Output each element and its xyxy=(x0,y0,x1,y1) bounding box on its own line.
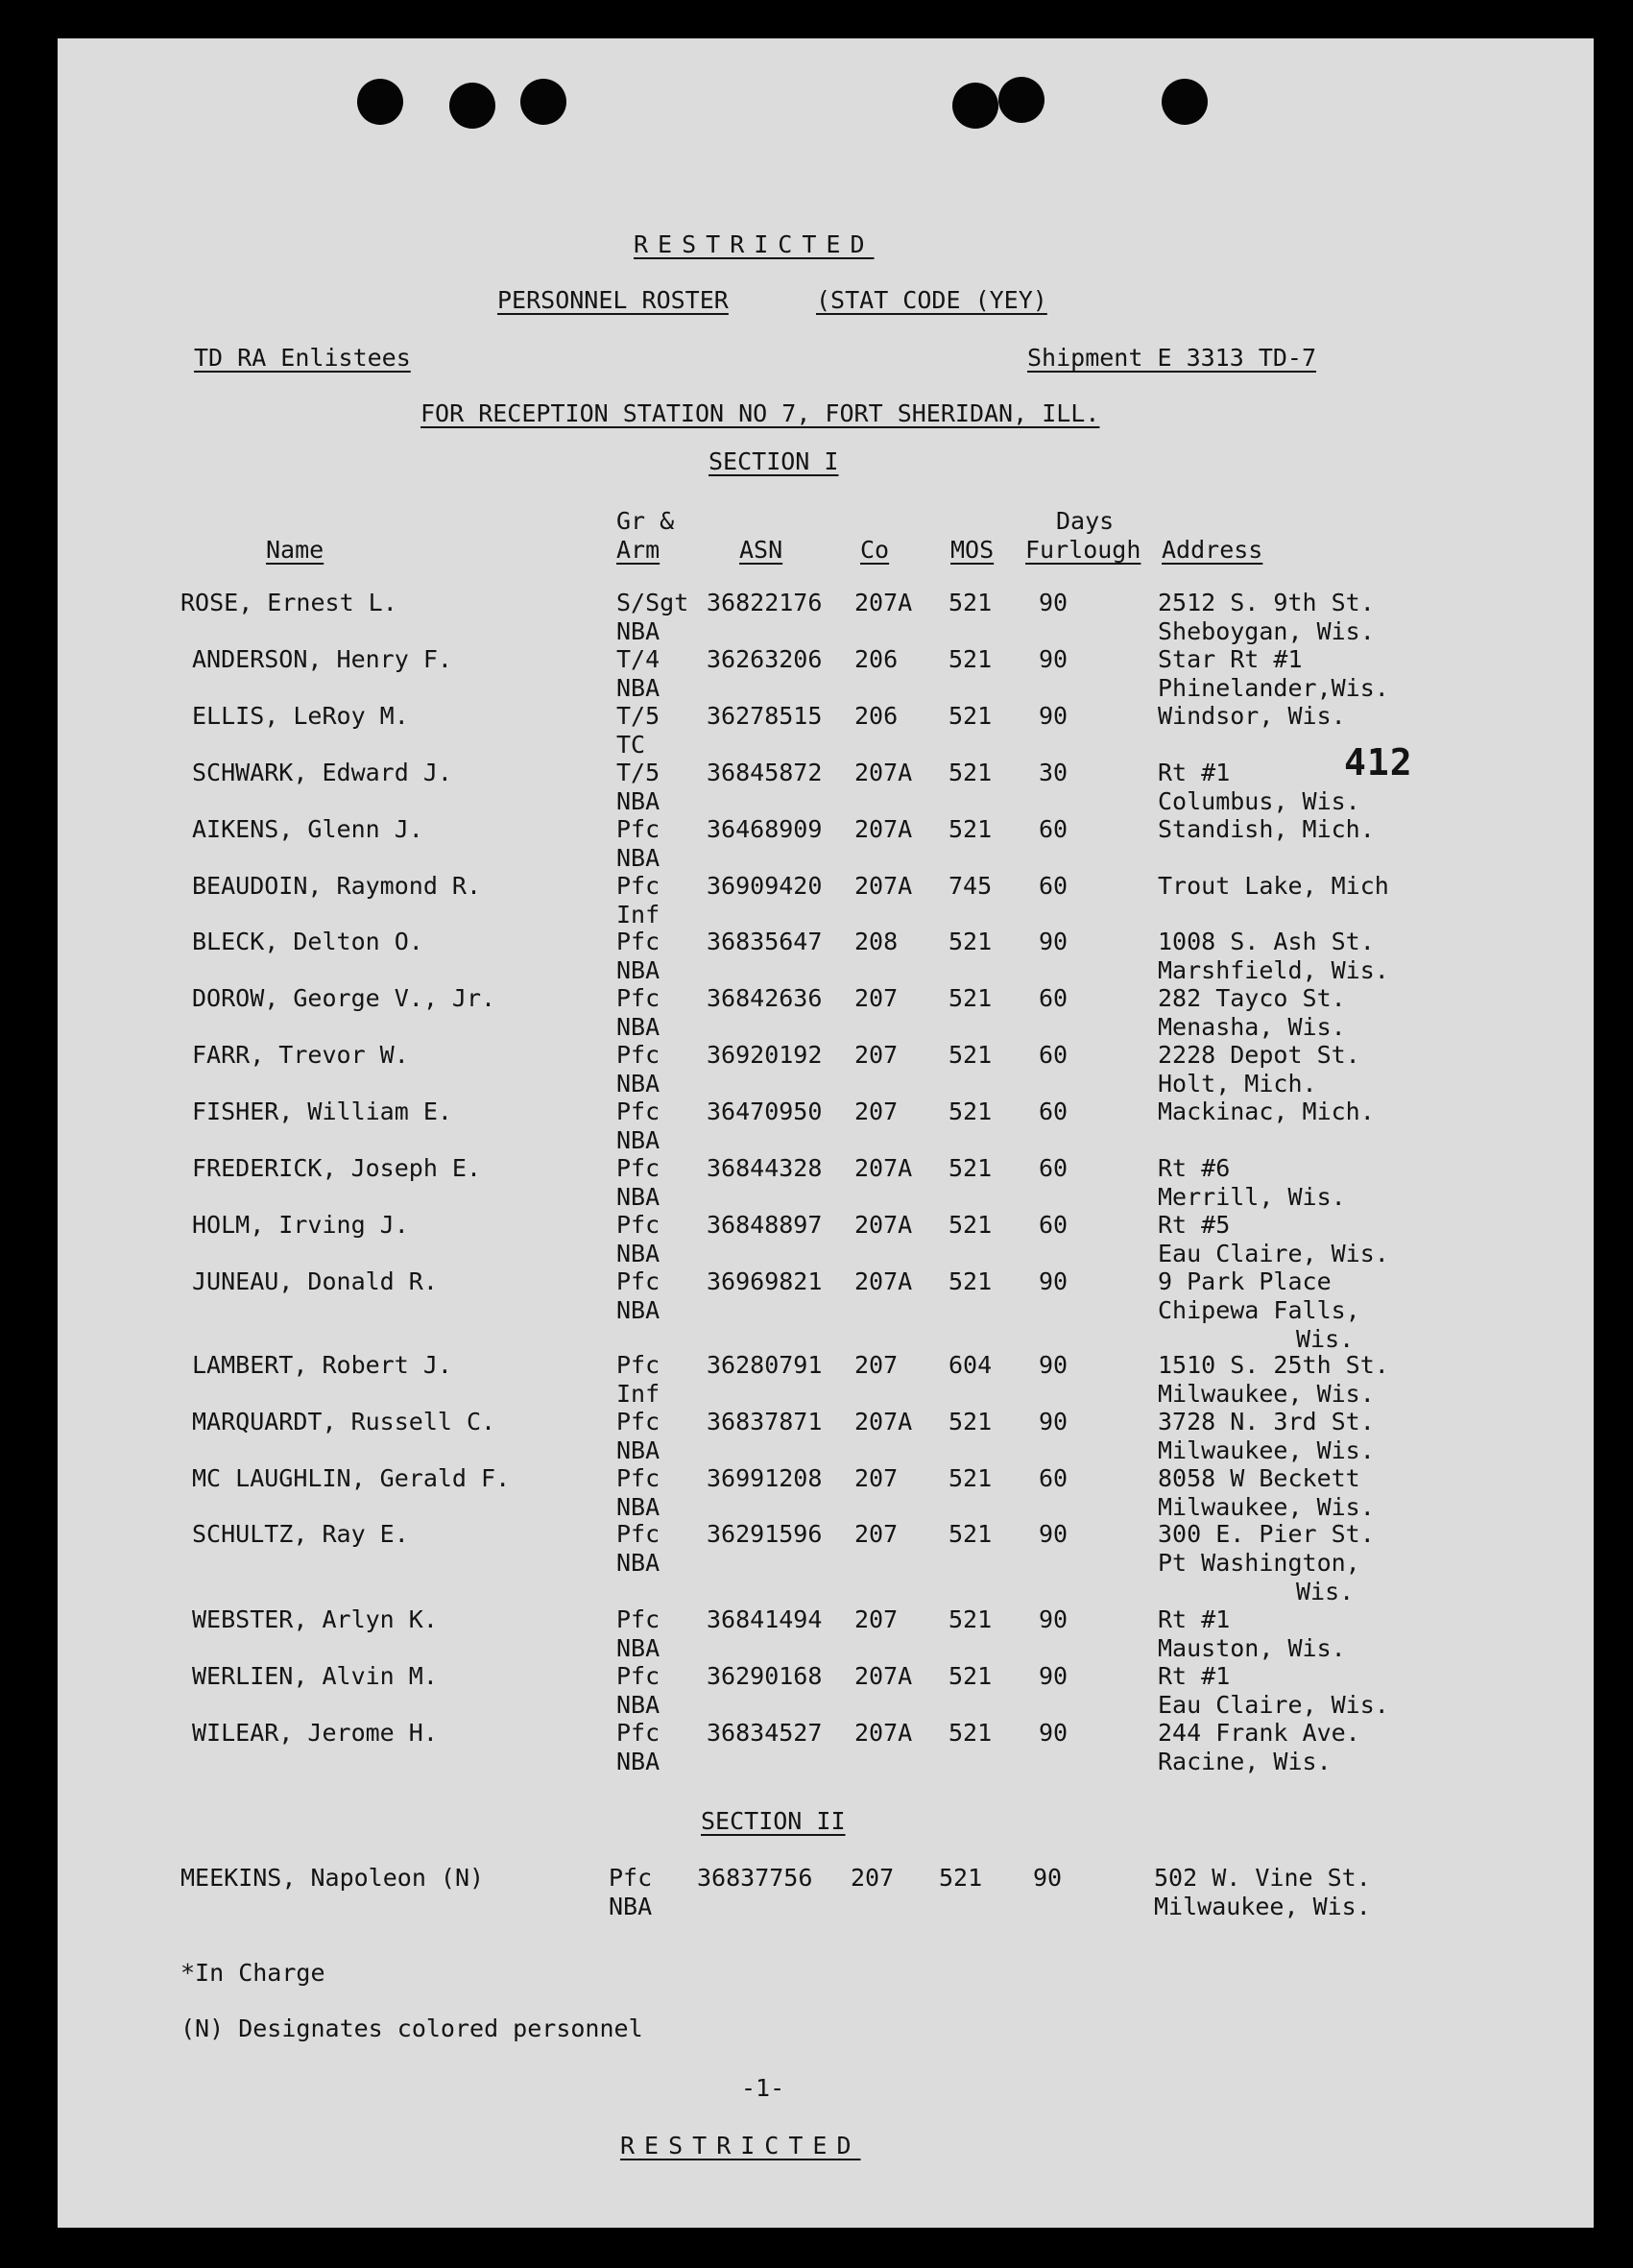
row-arm: NBA xyxy=(616,617,660,645)
row-arm: Inf xyxy=(616,1379,660,1408)
row-asn: 36291596 xyxy=(707,1520,823,1549)
table-row xyxy=(58,1607,1594,1663)
table-row xyxy=(58,986,1594,1042)
row-days: 90 xyxy=(1039,589,1069,616)
row-arm: NBA xyxy=(616,1239,660,1267)
row-asn: 36842636 xyxy=(707,984,823,1013)
row-grade: Pfc xyxy=(616,1154,660,1182)
row-days: 90 xyxy=(1039,1267,1069,1295)
row-arm: NBA xyxy=(616,1295,660,1324)
table-row xyxy=(58,1210,1594,1268)
row-mos: 521 xyxy=(949,758,993,786)
col-days-line2: Furlough xyxy=(1025,536,1141,564)
row-name: MC LAUGHLIN, Gerald F. xyxy=(192,1463,511,1492)
row-arm: NBA xyxy=(616,1126,660,1155)
row-co: 207A xyxy=(854,1662,913,1691)
row-co: 207A xyxy=(854,1210,913,1239)
row-mos: 521 xyxy=(949,1098,993,1126)
restricted-footer: RESTRICTED xyxy=(620,2132,861,2159)
table-row xyxy=(58,591,1594,646)
row-co: 207 xyxy=(854,1098,899,1126)
row-address-2: Merrill, Wis. xyxy=(1158,1183,1346,1211)
colored-note: (N) Designates colored personnel xyxy=(180,2015,643,2042)
row-co: 208 xyxy=(854,928,899,956)
reception-station: FOR RECEPTION STATION NO 7, FORT SHERIDAN, ILL. xyxy=(420,399,1100,427)
row-arm: NBA xyxy=(609,1893,653,1920)
row-arm: NBA xyxy=(616,786,660,815)
row-address-2: Pt Washington, xyxy=(1158,1549,1360,1578)
row-asn: 36841494 xyxy=(707,1605,823,1634)
row-mos: 521 xyxy=(949,1154,993,1182)
stat-code: (STAT CODE (YEY) xyxy=(816,286,1047,314)
col-gr-arm-line2: Arm xyxy=(616,536,660,564)
row-grade: Pfc xyxy=(616,984,660,1013)
row-name: BLECK, Delton O. xyxy=(192,928,423,956)
row-days: 90 xyxy=(1039,1520,1069,1549)
row-mos: 521 xyxy=(949,928,993,956)
row-co: 207 xyxy=(854,1520,899,1549)
row-asn: 36969821 xyxy=(707,1267,823,1295)
row-arm: NBA xyxy=(616,1748,660,1776)
row-grade: T/5 xyxy=(616,758,660,786)
table-row xyxy=(58,1664,1594,1720)
row-name: LAMBERT, Robert J. xyxy=(192,1350,452,1379)
row-asn: 36837756 xyxy=(697,1864,813,1892)
row-grade: Pfc xyxy=(616,1041,660,1070)
row-mos: 521 xyxy=(949,589,993,616)
table-row xyxy=(58,1520,1594,1606)
row-address-2: Milwaukee, Wis. xyxy=(1154,1893,1371,1920)
row-days: 90 xyxy=(1033,1864,1063,1892)
row-mos: 521 xyxy=(949,1210,993,1239)
row-name: MEEKINS, Napoleon (N) xyxy=(180,1864,485,1892)
row-address-1: 8058 W Beckett xyxy=(1158,1463,1360,1492)
shipment-number: Shipment E 3313 TD-7 xyxy=(1027,344,1317,372)
row-grade: Pfc xyxy=(616,1407,660,1436)
row-mos: 521 xyxy=(949,1719,993,1748)
row-co: 207 xyxy=(854,984,899,1013)
col-gr-arm-line1: Gr & xyxy=(616,507,675,535)
table-row xyxy=(58,814,1594,873)
row-name: ELLIS, LeRoy M. xyxy=(192,701,409,730)
row-mos: 745 xyxy=(949,871,993,900)
table-row xyxy=(58,1156,1594,1212)
row-arm: NBA xyxy=(616,673,660,702)
row-mos: 521 xyxy=(949,1463,993,1492)
row-name: FREDERICK, Joseph E. xyxy=(192,1154,482,1182)
row-address-1: Standish, Mich. xyxy=(1158,814,1375,843)
table-row xyxy=(58,1866,1594,1921)
table-row xyxy=(58,1721,1594,1776)
row-name: ANDERSON, Henry F. xyxy=(192,644,452,673)
row-co: 207A xyxy=(854,1719,913,1748)
row-days: 90 xyxy=(1039,1350,1069,1379)
row-asn: 36468909 xyxy=(707,814,823,843)
col-days-line1: Days xyxy=(1056,507,1115,535)
row-days: 90 xyxy=(1039,701,1069,730)
row-co: 206 xyxy=(854,701,899,730)
row-grade: T/5 xyxy=(616,701,660,730)
row-asn: 36920192 xyxy=(707,1041,823,1070)
table-row xyxy=(58,1267,1594,1353)
row-asn: 36263206 xyxy=(707,644,823,673)
row-grade: Pfc xyxy=(616,1210,660,1239)
row-grade: S/Sgt xyxy=(616,589,689,616)
row-days: 60 xyxy=(1039,814,1069,843)
punch-hole xyxy=(998,77,1045,123)
row-address-1: Trout Lake, Mich xyxy=(1158,871,1389,900)
row-grade: Pfc xyxy=(616,1463,660,1492)
row-arm: NBA xyxy=(616,1492,660,1521)
row-name: WEBSTER, Arlyn K. xyxy=(192,1605,438,1634)
row-asn: 36835647 xyxy=(707,928,823,956)
row-address-3: Wis. xyxy=(1296,1578,1355,1606)
row-arm: NBA xyxy=(616,1549,660,1578)
row-name: JUNEAU, Donald R. xyxy=(192,1267,438,1295)
row-co: 207A xyxy=(854,1154,913,1182)
table-row xyxy=(58,1043,1594,1098)
row-grade: Pfc xyxy=(609,1864,653,1892)
col-mos: MOS xyxy=(950,536,995,564)
row-asn: 36470950 xyxy=(707,1098,823,1126)
row-days: 60 xyxy=(1039,984,1069,1013)
row-name: MARQUARDT, Russell C. xyxy=(192,1407,496,1436)
table-row xyxy=(58,644,1594,703)
row-name: FARR, Trevor W. xyxy=(192,1041,409,1070)
row-address-1: 2228 Depot St. xyxy=(1158,1041,1360,1070)
row-grade: Pfc xyxy=(616,814,660,843)
row-grade: T/4 xyxy=(616,644,660,673)
row-asn: 36834527 xyxy=(707,1719,823,1748)
row-grade: Pfc xyxy=(616,1098,660,1126)
row-asn: 36278515 xyxy=(707,701,823,730)
page-number: -1- xyxy=(741,2074,785,2102)
row-grade: Pfc xyxy=(616,928,660,956)
row-address-2: Holt, Mich. xyxy=(1158,1070,1317,1098)
row-address-2: Columbus, Wis. xyxy=(1158,786,1360,815)
table-row xyxy=(58,871,1594,929)
row-address-1: Rt #5 xyxy=(1158,1210,1231,1239)
col-asn: ASN xyxy=(739,536,783,564)
row-mos: 521 xyxy=(949,814,993,843)
row-arm: NBA xyxy=(616,956,660,985)
row-days: 30 xyxy=(1039,758,1069,786)
row-asn: 36991208 xyxy=(707,1463,823,1492)
row-co: 207A xyxy=(854,871,913,900)
row-name: FISHER, William E. xyxy=(192,1098,452,1126)
stamped-number: 412 xyxy=(1344,741,1413,784)
punch-hole xyxy=(357,79,403,125)
row-address-2: Marshfield, Wis. xyxy=(1158,956,1389,985)
row-asn: 36290168 xyxy=(707,1662,823,1691)
row-mos: 521 xyxy=(949,1520,993,1549)
restricted-header: RESTRICTED xyxy=(634,230,875,258)
row-asn: 36848897 xyxy=(707,1210,823,1239)
col-address: Address xyxy=(1162,536,1263,564)
row-days: 90 xyxy=(1039,1662,1069,1691)
row-grade: Pfc xyxy=(616,1719,660,1748)
row-co: 207 xyxy=(854,1463,899,1492)
row-grade: Pfc xyxy=(616,1350,660,1379)
row-address-1: Rt #6 xyxy=(1158,1154,1231,1182)
row-address-2: Eau Claire, Wis. xyxy=(1158,1239,1389,1267)
row-arm: TC xyxy=(616,730,646,759)
row-mos: 521 xyxy=(939,1864,983,1892)
row-address-2: Chipewa Falls, xyxy=(1158,1295,1360,1324)
row-address-1: Windsor, Wis. xyxy=(1158,701,1346,730)
row-asn: 36280791 xyxy=(707,1350,823,1379)
punch-hole xyxy=(952,83,998,129)
row-days: 60 xyxy=(1039,1463,1069,1492)
table-row xyxy=(58,1099,1594,1155)
row-address-2: Milwaukee, Wis. xyxy=(1158,1436,1375,1464)
row-asn: 36822176 xyxy=(707,589,823,616)
row-address-1: Rt #1 xyxy=(1158,758,1231,786)
row-mos: 521 xyxy=(949,644,993,673)
row-address-1: 2512 S. 9th St. xyxy=(1158,589,1375,616)
row-days: 60 xyxy=(1039,1210,1069,1239)
row-address-2: Eau Claire, Wis. xyxy=(1158,1691,1389,1720)
row-co: 207 xyxy=(854,1041,899,1070)
row-mos: 521 xyxy=(949,1605,993,1634)
row-arm: NBA xyxy=(616,1183,660,1211)
row-address-3: Wis. xyxy=(1296,1324,1355,1353)
row-name: DOROW, George V., Jr. xyxy=(192,984,496,1013)
row-name: BEAUDOIN, Raymond R. xyxy=(192,871,482,900)
row-days: 90 xyxy=(1039,1407,1069,1436)
row-co: 207A xyxy=(854,1267,913,1295)
row-co: 206 xyxy=(854,644,899,673)
row-mos: 521 xyxy=(949,1267,993,1295)
row-address-1: 300 E. Pier St. xyxy=(1158,1520,1375,1549)
row-days: 90 xyxy=(1039,1719,1069,1748)
row-address-1: Mackinac, Mich. xyxy=(1158,1098,1375,1126)
roster-page xyxy=(58,38,1594,2228)
row-arm: NBA xyxy=(616,1013,660,1042)
row-name: AIKENS, Glenn J. xyxy=(192,814,423,843)
row-co: 207 xyxy=(854,1605,899,1634)
row-arm: NBA xyxy=(616,1634,660,1663)
punch-hole xyxy=(1162,79,1208,125)
row-grade: Pfc xyxy=(616,871,660,900)
row-address-1: Rt #1 xyxy=(1158,1662,1231,1691)
row-co: 207 xyxy=(854,1350,899,1379)
row-name: WILEAR, Jerome H. xyxy=(192,1719,438,1748)
row-address-1: 502 W. Vine St. xyxy=(1154,1864,1371,1892)
table-row xyxy=(58,1407,1594,1465)
row-arm: NBA xyxy=(616,1070,660,1098)
row-address-1: 3728 N. 3rd St. xyxy=(1158,1407,1375,1436)
row-name: SCHULTZ, Ray E. xyxy=(192,1520,409,1549)
row-name: ROSE, Ernest L. xyxy=(180,589,397,616)
table-row xyxy=(58,1463,1594,1522)
punch-hole xyxy=(449,83,495,129)
section-two-title: SECTION II xyxy=(701,1807,846,1835)
row-address-1: Star Rt #1 xyxy=(1158,644,1303,673)
row-asn: 36845872 xyxy=(707,758,823,786)
row-name: SCHWARK, Edward J. xyxy=(192,758,452,786)
punch-hole xyxy=(520,79,566,125)
col-name: Name xyxy=(266,536,324,564)
row-name: HOLM, Irving J. xyxy=(192,1210,409,1239)
roster-title: PERSONNEL ROSTER xyxy=(497,286,729,314)
row-address-2: Milwaukee, Wis. xyxy=(1158,1492,1375,1521)
row-address-2: Racine, Wis. xyxy=(1158,1748,1332,1776)
row-days: 90 xyxy=(1039,1605,1069,1634)
row-mos: 521 xyxy=(949,1662,993,1691)
row-co: 207 xyxy=(851,1864,895,1892)
col-co: Co xyxy=(860,536,890,564)
row-arm: NBA xyxy=(616,1436,660,1464)
row-mos: 521 xyxy=(949,1041,993,1070)
row-co: 207A xyxy=(854,814,913,843)
row-days: 60 xyxy=(1039,871,1069,900)
row-asn: 36909420 xyxy=(707,871,823,900)
row-address-1: 1008 S. Ash St. xyxy=(1158,928,1375,956)
row-address-2: Mauston, Wis. xyxy=(1158,1634,1346,1663)
row-address-1: Rt #1 xyxy=(1158,1605,1231,1634)
enlistee-label: TD RA Enlistees xyxy=(194,344,411,372)
row-mos: 521 xyxy=(949,701,993,730)
row-mos: 521 xyxy=(949,984,993,1013)
row-name: WERLIEN, Alvin M. xyxy=(192,1662,438,1691)
row-mos: 521 xyxy=(949,1407,993,1436)
row-address-1: 244 Frank Ave. xyxy=(1158,1719,1360,1748)
row-co: 207A xyxy=(854,1407,913,1436)
row-mos: 604 xyxy=(949,1350,993,1379)
row-address-2: Sheboygan, Wis. xyxy=(1158,617,1375,645)
row-grade: Pfc xyxy=(616,1520,660,1549)
row-asn: 36837871 xyxy=(707,1407,823,1436)
row-grade: Pfc xyxy=(616,1605,660,1634)
row-days: 60 xyxy=(1039,1154,1069,1182)
table-row xyxy=(58,1350,1594,1409)
row-address-2: Milwaukee, Wis. xyxy=(1158,1379,1375,1408)
row-arm: NBA xyxy=(616,1691,660,1720)
row-address-1: 282 Tayco St. xyxy=(1158,984,1346,1013)
row-co: 207A xyxy=(854,589,913,616)
row-asn: 36844328 xyxy=(707,1154,823,1182)
row-address-1: 1510 S. 25th St. xyxy=(1158,1350,1389,1379)
row-days: 60 xyxy=(1039,1041,1069,1070)
row-address-2: Phinelander,Wis. xyxy=(1158,673,1389,702)
row-address-2: Menasha, Wis. xyxy=(1158,1013,1346,1042)
row-address-1: 9 Park Place xyxy=(1158,1267,1332,1295)
row-arm: Inf xyxy=(616,900,660,929)
row-grade: Pfc xyxy=(616,1662,660,1691)
row-days: 60 xyxy=(1039,1098,1069,1126)
table-row xyxy=(58,929,1594,985)
row-days: 90 xyxy=(1039,928,1069,956)
section-one-title: SECTION I xyxy=(708,447,839,475)
row-grade: Pfc xyxy=(616,1267,660,1295)
row-days: 90 xyxy=(1039,644,1069,673)
in-charge-note: *In Charge xyxy=(180,1959,325,1987)
row-arm: NBA xyxy=(616,843,660,872)
row-co: 207A xyxy=(854,758,913,786)
